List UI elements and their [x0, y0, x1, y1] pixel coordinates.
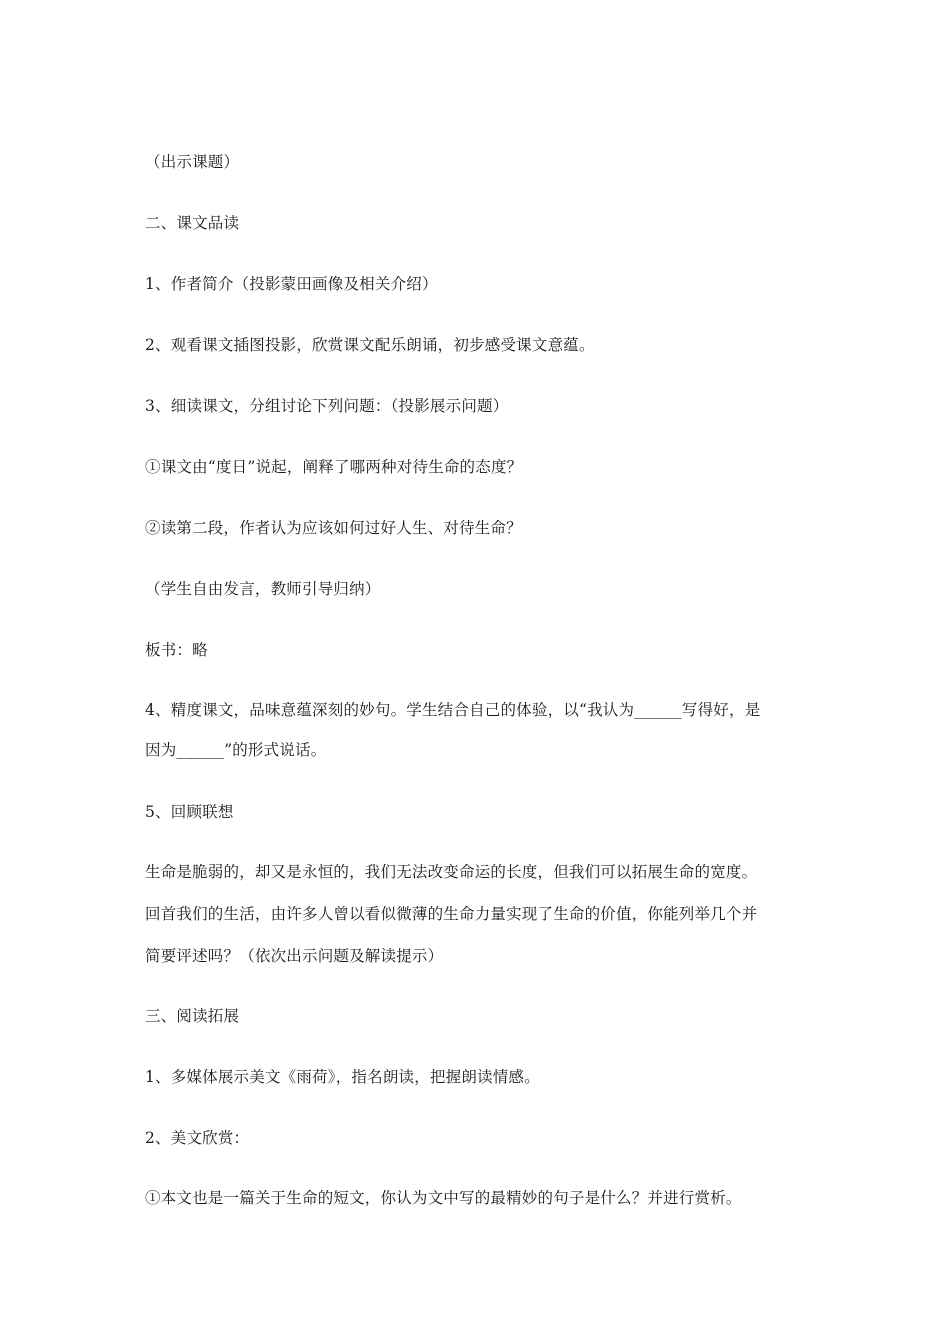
paragraph-review-association	[145, 797, 815, 827]
text-line: ①课文由“度日”说起，阐释了哪两种对待生命的态度？	[145, 458, 523, 476]
text-line: 2、观看课文插图投影，欣赏课文配乐朗诵，初步感受课文意蕴。	[145, 336, 595, 354]
paragraph-author-intro	[145, 269, 815, 299]
paragraph-multimedia	[145, 1062, 815, 1092]
text-line: 2、美文欣赏：	[145, 1129, 250, 1147]
paragraph-student-discussion	[145, 574, 815, 604]
section-heading-text-reading	[145, 208, 815, 238]
paragraph-fine-reading	[145, 695, 815, 765]
text-line: （出示课题）	[145, 153, 240, 171]
text-line: 因为______”的形式说话。	[145, 741, 327, 759]
paragraph-show-title	[145, 147, 815, 177]
paragraph-watch-illustration	[145, 330, 815, 360]
text-line: （学生自由发言，教师引导归纳）	[145, 580, 381, 598]
paragraph-blackboard	[145, 635, 815, 665]
text-line: 二、课文品读	[145, 214, 240, 232]
text-line: 4、精度课文，品味意蕴深刻的妙句。学生结合自己的体验，以“我认为______写得好，是	[145, 701, 761, 719]
paragraph-question-2	[145, 513, 815, 543]
section-heading-reading-extension	[145, 1001, 815, 1031]
text-line: 生命是脆弱的，却又是永恒的，我们无法改变命运的长度，但我们可以拓展生命的宽度。	[145, 863, 758, 881]
text-line: 回首我们的生活，由许多人曾以看似微薄的生命力量实现了生命的价值，你能列举几个并	[145, 905, 758, 923]
paragraph-close-reading	[145, 391, 815, 421]
text-line: 三、阅读拓展	[145, 1007, 240, 1025]
paragraph-appreciation	[145, 1123, 815, 1153]
text-line: 3、细读课文，分组讨论下列问题：（投影展示问题）	[145, 397, 509, 415]
paragraph-appreciation-question	[145, 1183, 815, 1213]
text-line: ①本文也是一篇关于生命的短文，你认为文中写的最精妙的句子是什么？并进行赏析。	[145, 1189, 742, 1207]
paragraph-life-reflection	[145, 857, 815, 971]
text-line: ②读第二段，作者认为应该如何过好人生、对待生命？	[145, 519, 522, 537]
text-line: 板书：略	[145, 641, 208, 659]
text-line: 1、作者简介（投影蒙田画像及相关介绍）	[145, 275, 438, 293]
text-line: 1、多媒体展示美文《雨荷》，指名朗读，把握朗读情感。	[145, 1068, 540, 1086]
text-line: 5、回顾联想	[145, 803, 234, 821]
text-line: 简要评述吗？（依次出示问题及解读提示）	[145, 947, 444, 965]
paragraph-question-1	[145, 452, 815, 482]
